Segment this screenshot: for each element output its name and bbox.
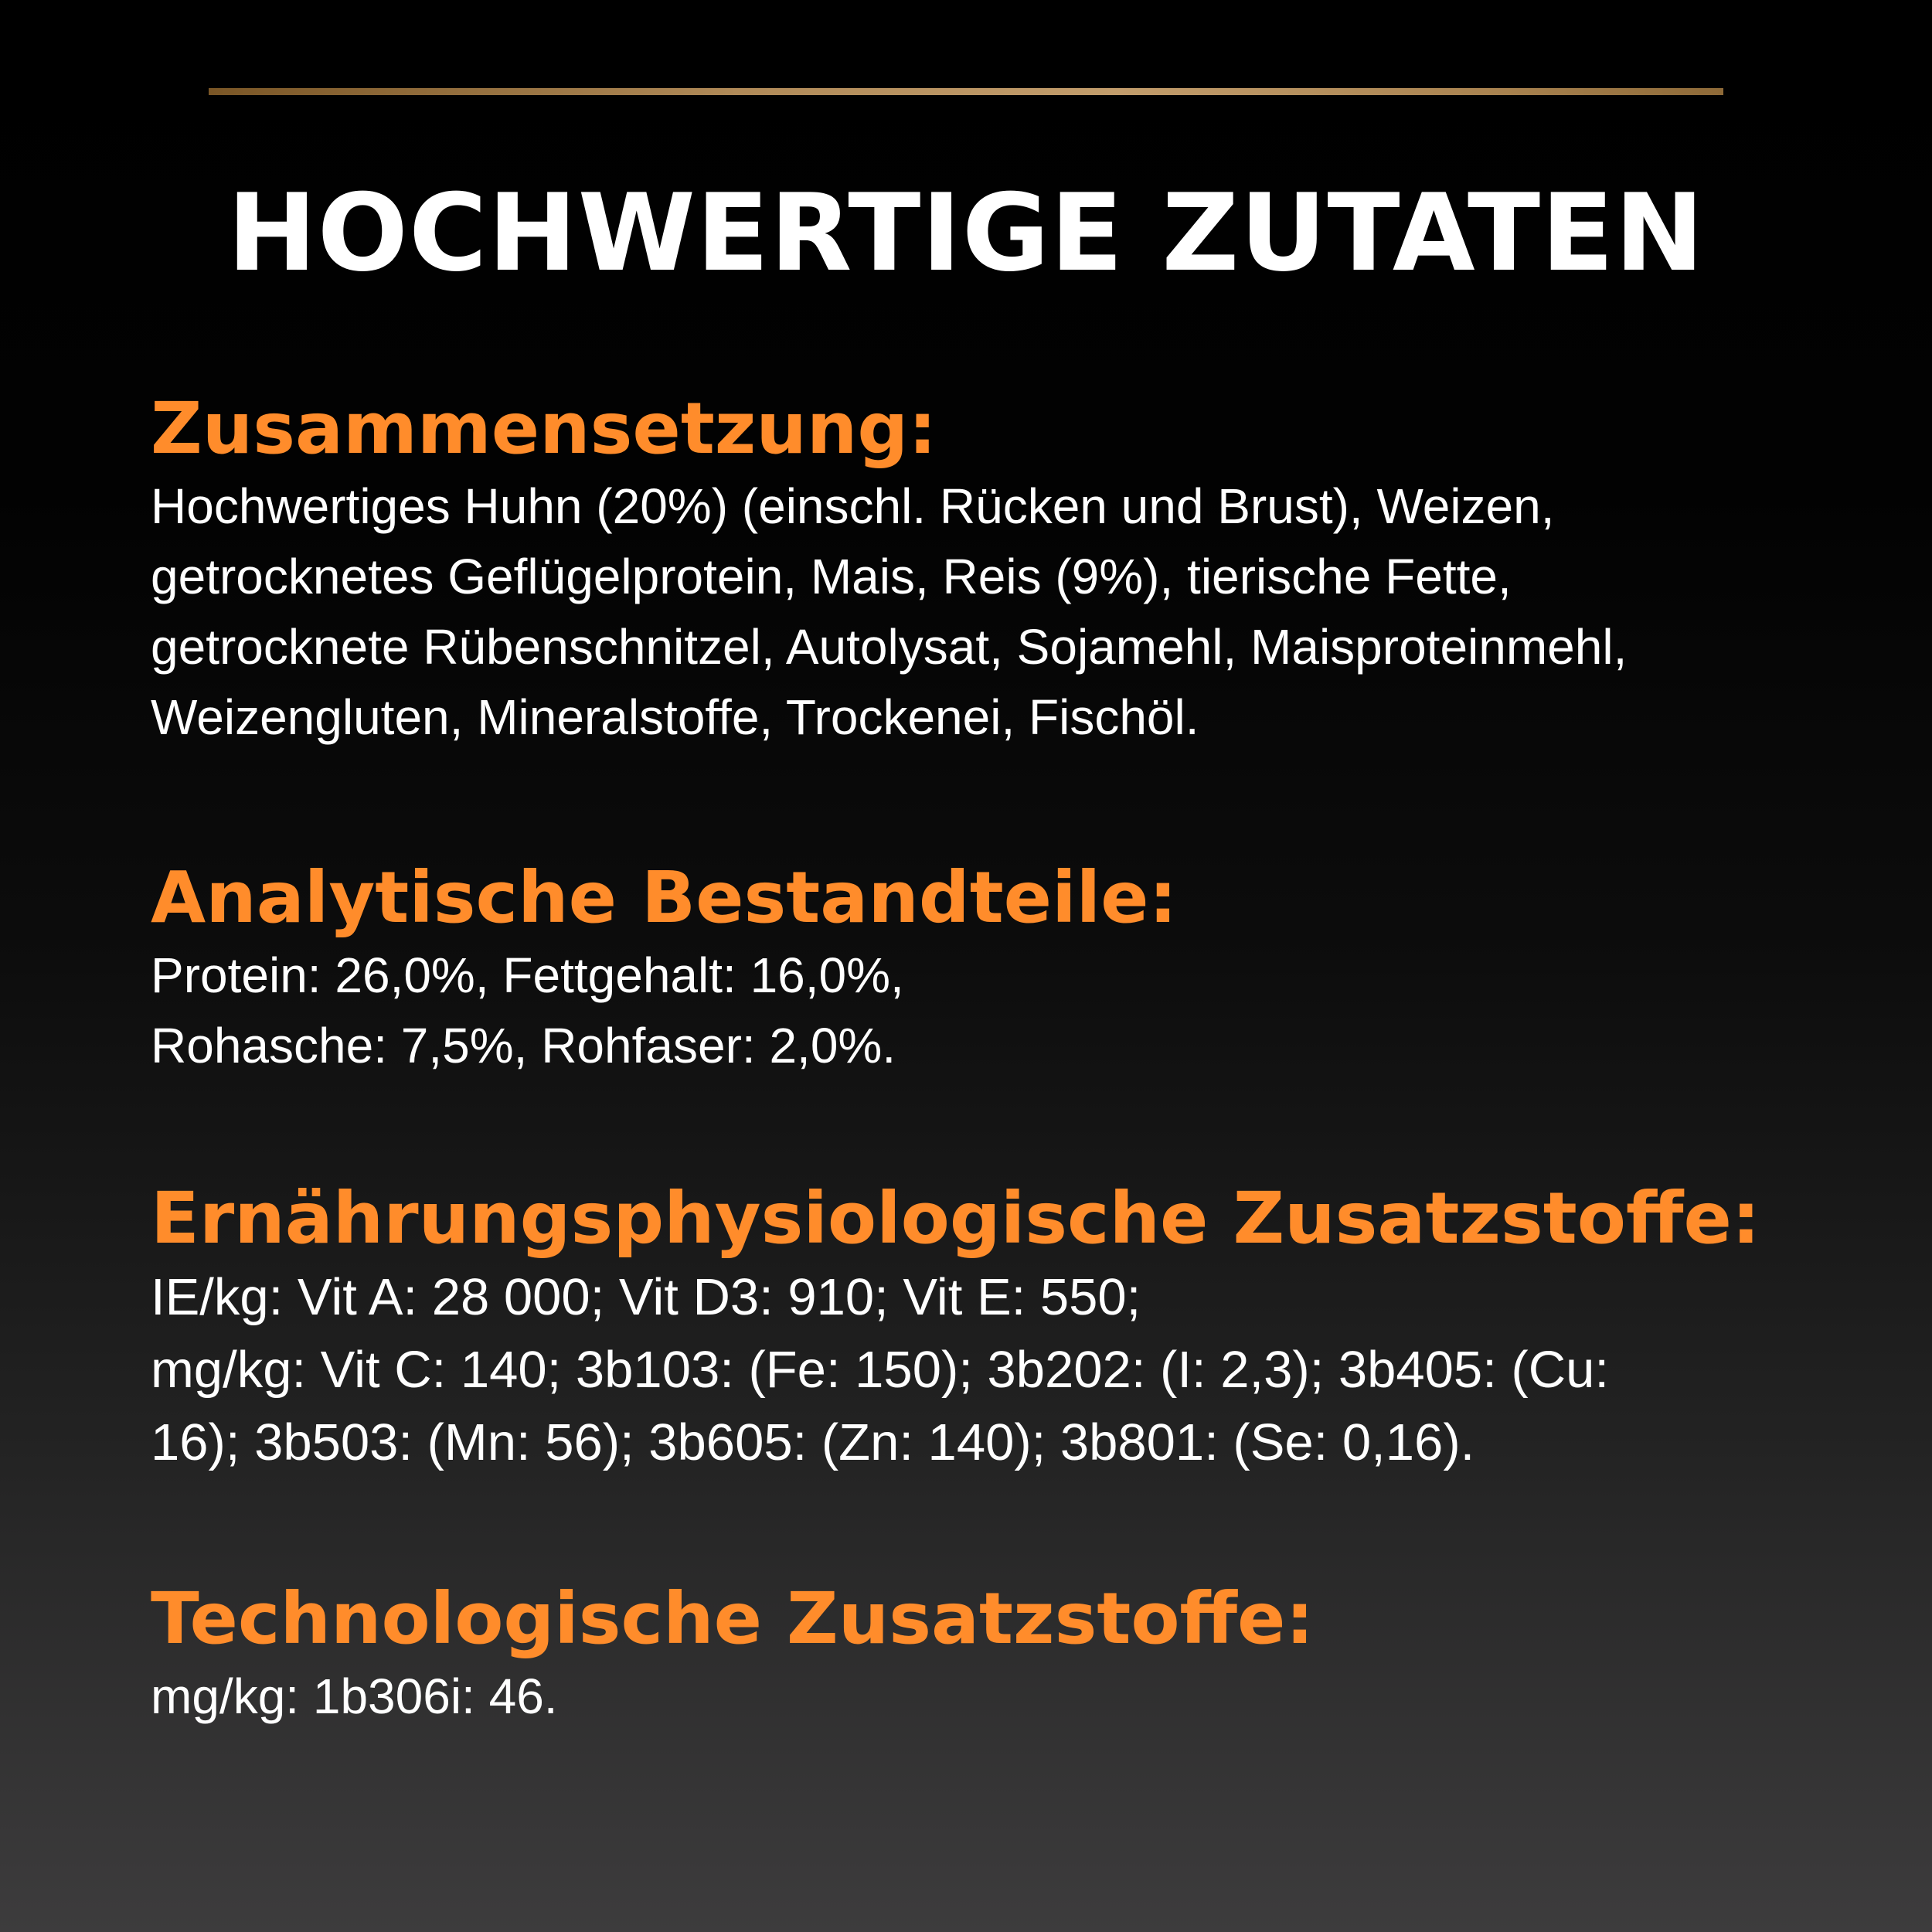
body-line: IE/kg: Vit A: 28 000; Vit D3: 910; Vit E: 550;	[151, 1268, 1141, 1326]
body-line: mg/kg: Vit C: 140; 3b103: (Fe: 150); 3b202: (I: 2,3); 3b405: (Cu:	[151, 1341, 1609, 1399]
section-heading-nutritional-additives: Ernährungsphysiologische Zusatzstoffe:	[151, 1177, 1760, 1260]
section-body-nutritional-additives	[151, 1261, 1882, 1479]
body-line: 16); 3b503: (Mn: 56); 3b605: (Zn: 140); 3b801: (Se: 0,16).	[151, 1413, 1475, 1471]
body-line: Hochwertiges Huhn (20%) (einschl. Rücken und Brust), Weizen,	[151, 478, 1555, 534]
section-heading-technological-additives: Technologische Zusatzstoffe:	[151, 1577, 1315, 1660]
body-line: Protein: 26,0%, Fettgehalt: 16,0%,	[151, 947, 904, 1003]
section-analytic-constituents	[151, 855, 1882, 1081]
section-heading-analytic-constituents: Analytische Bestandteile:	[151, 856, 1178, 939]
section-heading-composition: Zusammensetzung:	[151, 387, 937, 470]
section-body-analytic-constituents	[151, 940, 1882, 1081]
body-line: mg/kg: 1b306i: 46.	[151, 1668, 558, 1724]
body-line: getrocknetes Geflügelprotein, Mais, Reis (9%), tierische Fette,	[151, 549, 1512, 604]
section-composition	[151, 386, 1882, 753]
section-body-technological-additives	[151, 1662, 1882, 1732]
section-technological-additives	[151, 1577, 1882, 1732]
decorative-top-rule	[209, 88, 1723, 95]
body-line: Weizengluten, Mineralstoffe, Trockenei, Fischöl.	[151, 689, 1199, 745]
body-line: getrocknete Rübenschnitzel, Autolysat, Sojamehl, Maisproteinmehl,	[151, 619, 1628, 675]
page-title: HOCHWERTIGE ZUTATEN	[227, 171, 1705, 295]
section-nutritional-additives	[151, 1176, 1882, 1479]
body-line: Rohasche: 7,5%, Rohfaser: 2,0%.	[151, 1018, 896, 1073]
section-body-composition	[151, 471, 1882, 753]
